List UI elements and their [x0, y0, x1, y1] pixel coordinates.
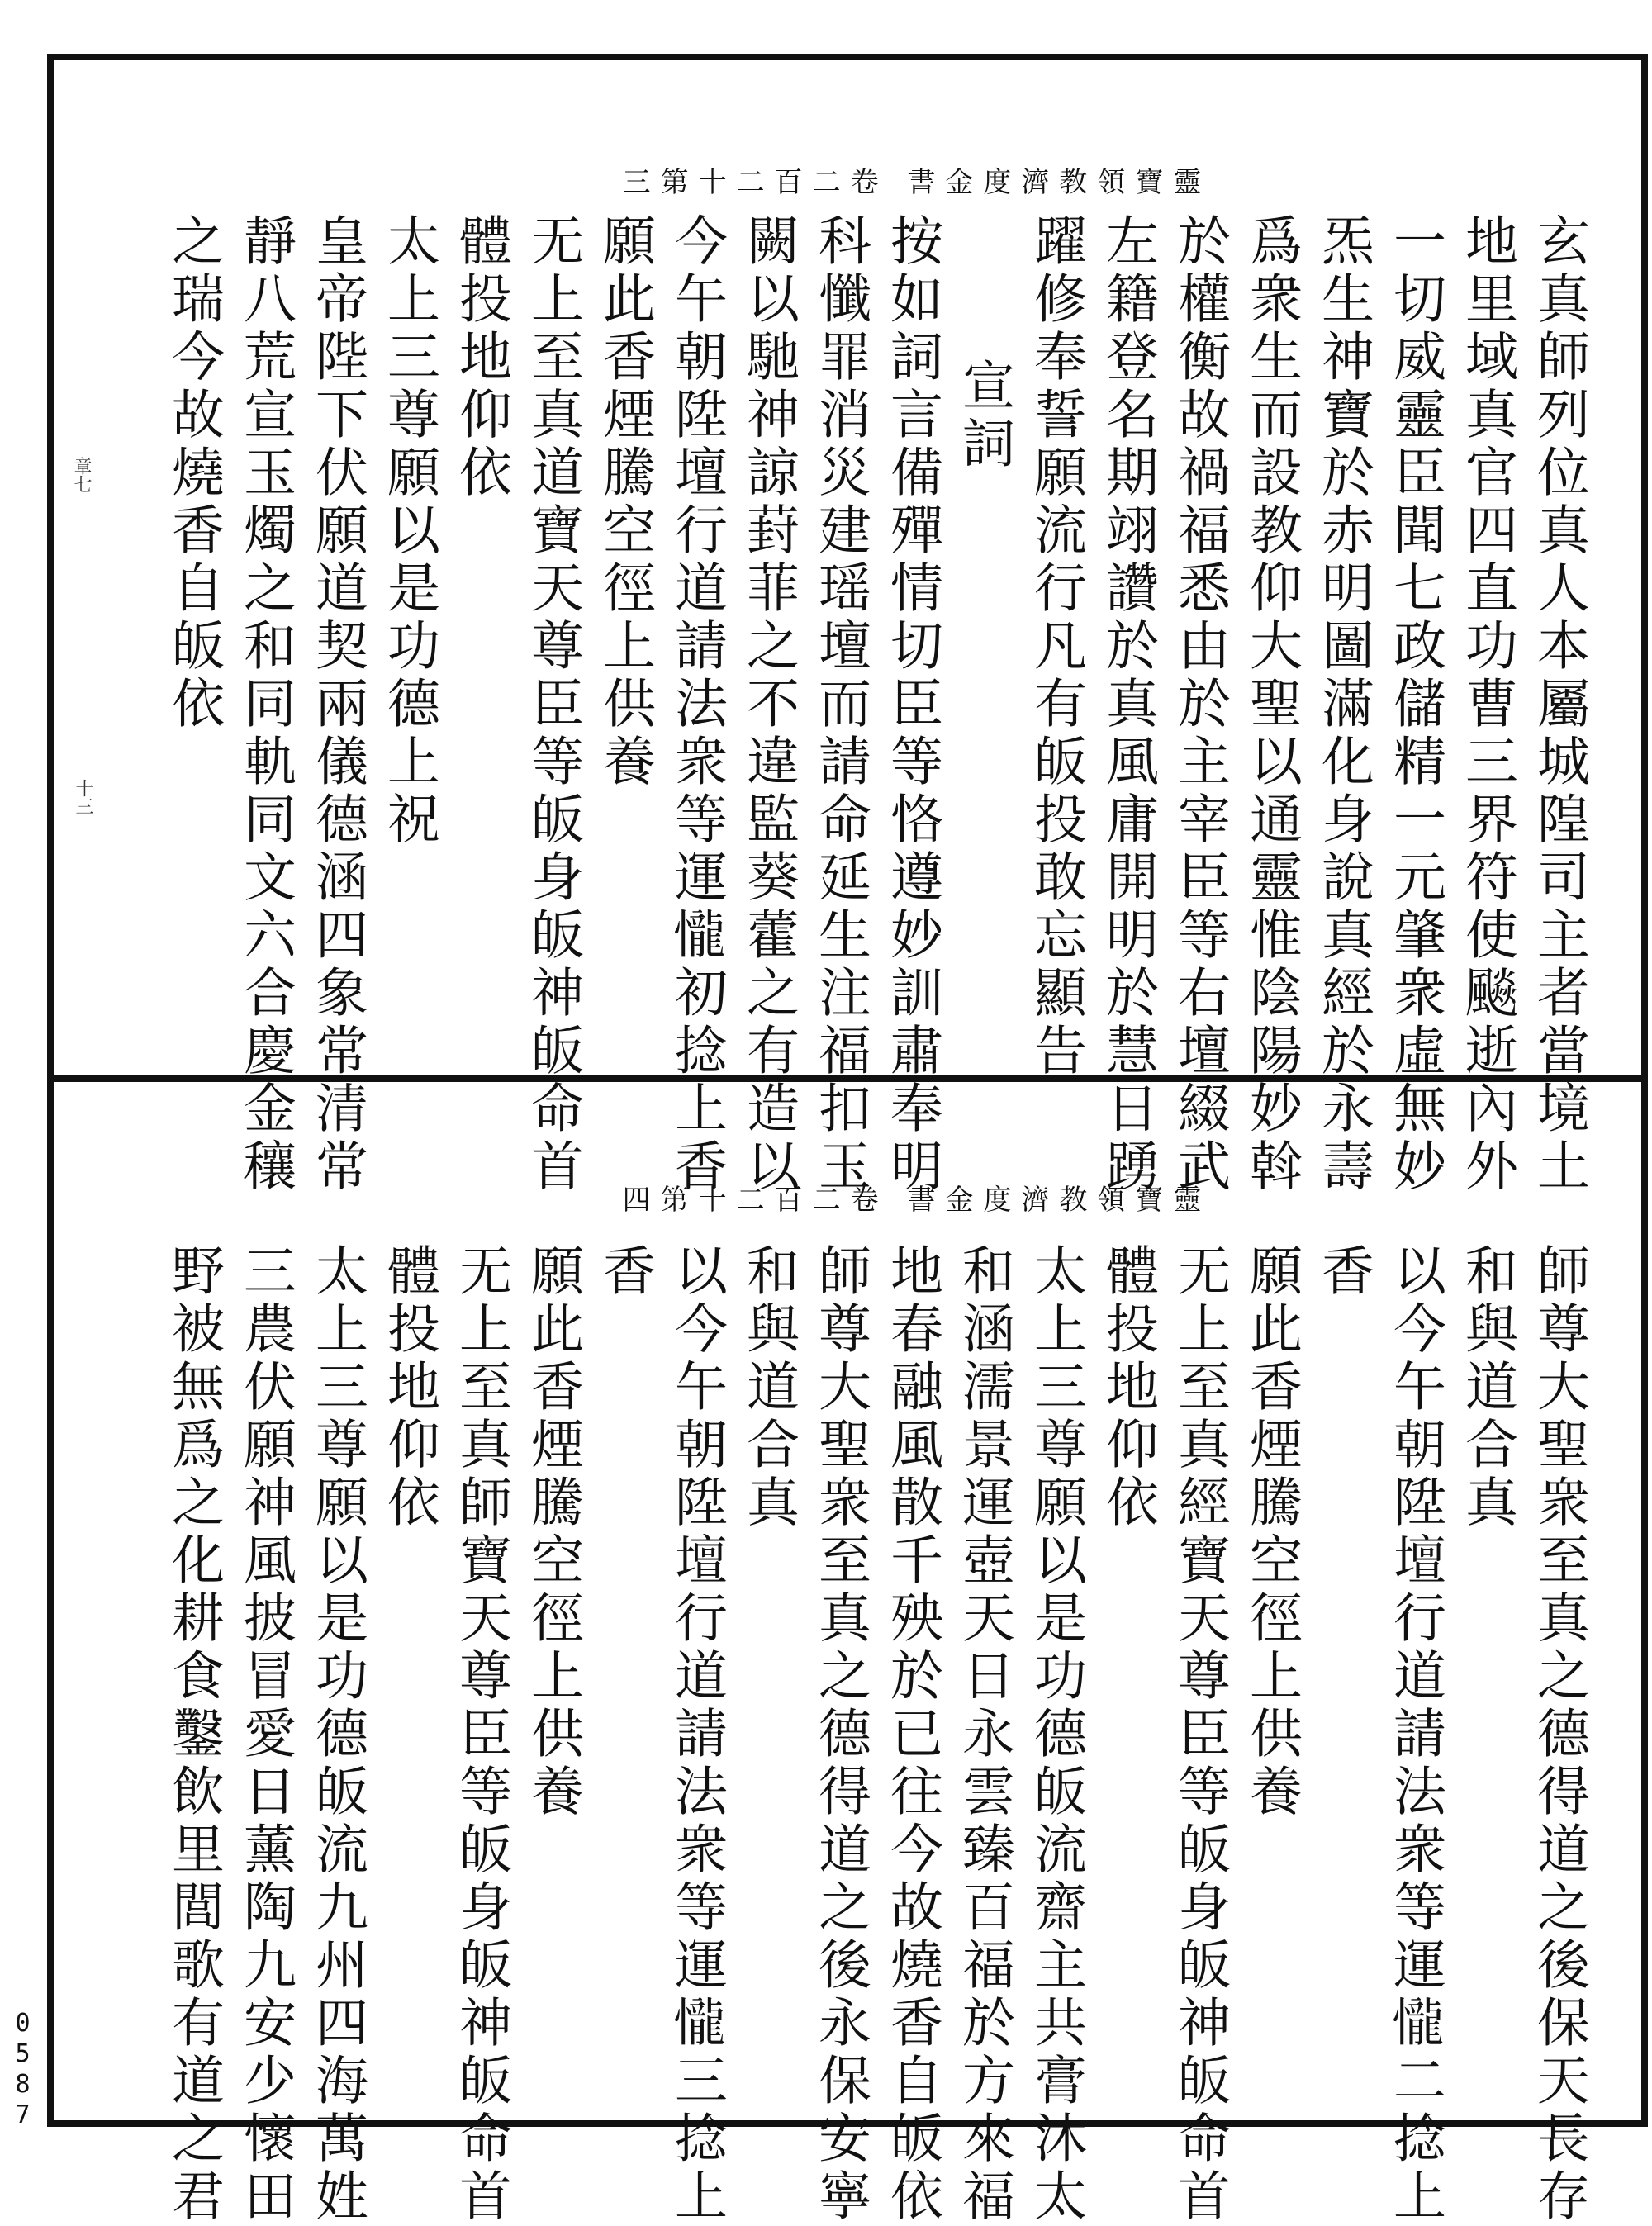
- text-column: 无上至真道寶天尊臣等皈身皈神皈命首: [522, 213, 583, 1196]
- text-column: 太上三尊願以是功德皈流齋主共膏沐太: [1025, 1243, 1086, 2226]
- running-header: 靈寶領教濟度金書 卷二百二十第四: [622, 1184, 1212, 1217]
- text-column: 太上三尊願以是功德上祝: [378, 213, 439, 849]
- text-column: 炁生神寶於赤明圖滿化身說真經於永壽: [1313, 213, 1374, 1196]
- text-column: 香: [1313, 1243, 1374, 1301]
- text-column: 左籍登名期翊讚於真風庸開明於慧日踴: [1097, 213, 1158, 1196]
- text-column: 體投地仰依: [1097, 1243, 1158, 1532]
- text-column: 以今午朝陞壇行道請法衆等運𢤱二捻上: [1384, 1243, 1446, 2226]
- text-column: 於權衡故禍福悉由於主宰臣等右壇綴武: [1169, 213, 1230, 1196]
- text-column: 爲衆生而設教仰大聖以通靈惟陰陽妙斡: [1241, 213, 1302, 1196]
- text-column: 和與道合真: [1456, 1243, 1517, 1532]
- text-column: 香: [594, 1243, 655, 1301]
- text-column: 地里域真官四直功曹三界符使飈逝內外: [1456, 213, 1517, 1196]
- text-column: 願此香煙騰空徑上供養: [1241, 1243, 1302, 1821]
- text-column: 无上至真師寶天尊臣等皈身皈神皈命首: [450, 1243, 511, 2226]
- text-column: 皇帝陛下伏願道契兩儀德涵四象常清常: [306, 213, 368, 1196]
- margin-note: 十三: [73, 779, 93, 815]
- text-column: 和涵濡景運壺天日永雲臻百福於方來福: [953, 1243, 1014, 2226]
- lower-leaf: [54, 1082, 1641, 2226]
- upper-leaf: [54, 60, 1641, 1196]
- text-column: 願此香煙騰空徑上供養: [594, 213, 655, 791]
- text-column: 三農伏願神風披冒愛日薰陶九安少懷田: [235, 1243, 296, 2226]
- text-column-heading: 宣詞: [953, 358, 1014, 473]
- text-column: 一切威靈臣聞七政儲精一元肇衆虛無妙: [1384, 213, 1446, 1196]
- text-column: 願此香煙騰空徑上供養: [522, 1243, 583, 1821]
- running-header: 靈寶領教濟度金書 卷二百二十第三: [622, 166, 1212, 199]
- text-column: 野被無爲之化耕食鑿飲里閭歌有道之君: [163, 1243, 224, 2226]
- text-column: 闕以馳神諒葑菲之不違監葵藿之有造以: [738, 213, 799, 1196]
- text-column: 體投地仰依: [450, 213, 511, 502]
- text-column: 體投地仰依: [378, 1243, 439, 1532]
- text-column: 今午朝陞壇行道請法衆等運𢤱初捻上香: [666, 213, 727, 1196]
- text-column: 靜八荒宣玉燭之和同軌同文六合慶金穰: [235, 213, 296, 1196]
- margin-note: 章七: [71, 457, 92, 493]
- text-column: 按如詞言備殫情切臣等恪遵妙訓肅奉明: [881, 213, 942, 1196]
- text-column: 師尊大聖衆至真之德得道之後永保安寧: [809, 1243, 871, 2226]
- text-column: 无上至真經寶天尊臣等皈身皈神皈命首: [1169, 1243, 1230, 2226]
- text-column: 太上三尊願以是功德皈流九州四海萬姓: [306, 1243, 368, 2226]
- text-column: 地春融風散千殃於已往今故燒香自皈依: [881, 1243, 942, 2226]
- text-column: 玄真師列位真人本屬城隍司主者當境土: [1528, 213, 1589, 1196]
- text-column: 之瑞今故燒香自皈依: [163, 213, 224, 733]
- page-number: 0587: [8, 2009, 37, 2131]
- text-column: 和與道合真: [738, 1243, 799, 1532]
- text-column: 師尊大聖衆至真之德得道之後保天長存: [1528, 1243, 1589, 2226]
- text-column: 躍修奉誓願流行凡有皈投敢忘顯告: [1025, 213, 1086, 1080]
- text-column: 科懺罪消災建瑶壇而請命延生注福扣玉: [809, 213, 871, 1196]
- text-column: 以今午朝陞壇行道請法衆等運𢤱三捻上: [666, 1243, 727, 2226]
